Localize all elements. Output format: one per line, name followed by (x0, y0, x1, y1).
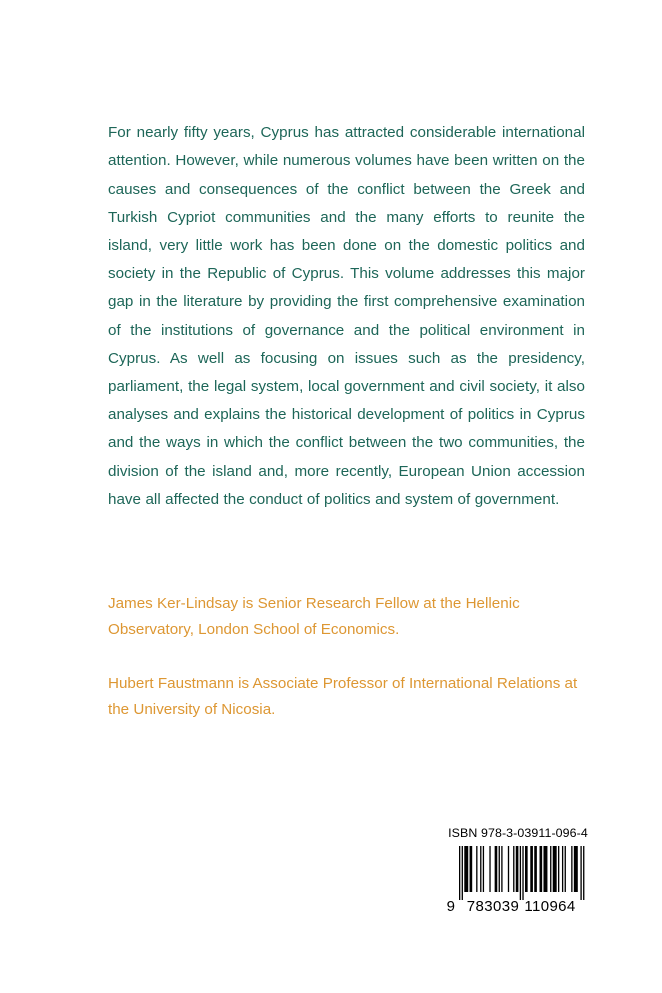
isbn-label: ISBN 978-3-03911-096-4 (448, 826, 588, 840)
book-blurb: For nearly fifty years, Cyprus has attracted considerable international attention. However, while numerous volumes have been written on the causes and consequences of the conflict between the Greek and Turkish Cypriot communities and the many efforts to reunite the island, very little work has been done on the domestic politics and society in the Republic of Cyprus. This volume addresses this major gap in the literature by providing the first comprehensive examination of the institutions of governance and the political environment in Cyprus. As well as focusing on issues such as the presidency, parliament, the legal system, local government and civil society, it also analyses and explains the historical development of politics in Cyprus and the ways in which the conflict between the two communities, the division of the island and, more recently, European Union accession have all affected the conduct of politics and system of government. (108, 124, 585, 508)
svg-text:783039: 783039 (466, 898, 520, 914)
barcode-image (437, 844, 597, 914)
author-bios (108, 576, 585, 738)
svg-text:9: 9 (446, 898, 456, 914)
ean13-barcode-svg (437, 844, 597, 914)
isbn-barcode-block (437, 826, 597, 914)
author-bio: Hubert Faustmann is Associate Professor of International Relations at the University of Nicosia. (108, 675, 578, 719)
svg-text:110964: 110964 (524, 898, 576, 914)
author-bio: James Ker-Lindsay is Senior Research Fellow at the Hellenic Observatory, London School of Economics. (108, 595, 520, 639)
